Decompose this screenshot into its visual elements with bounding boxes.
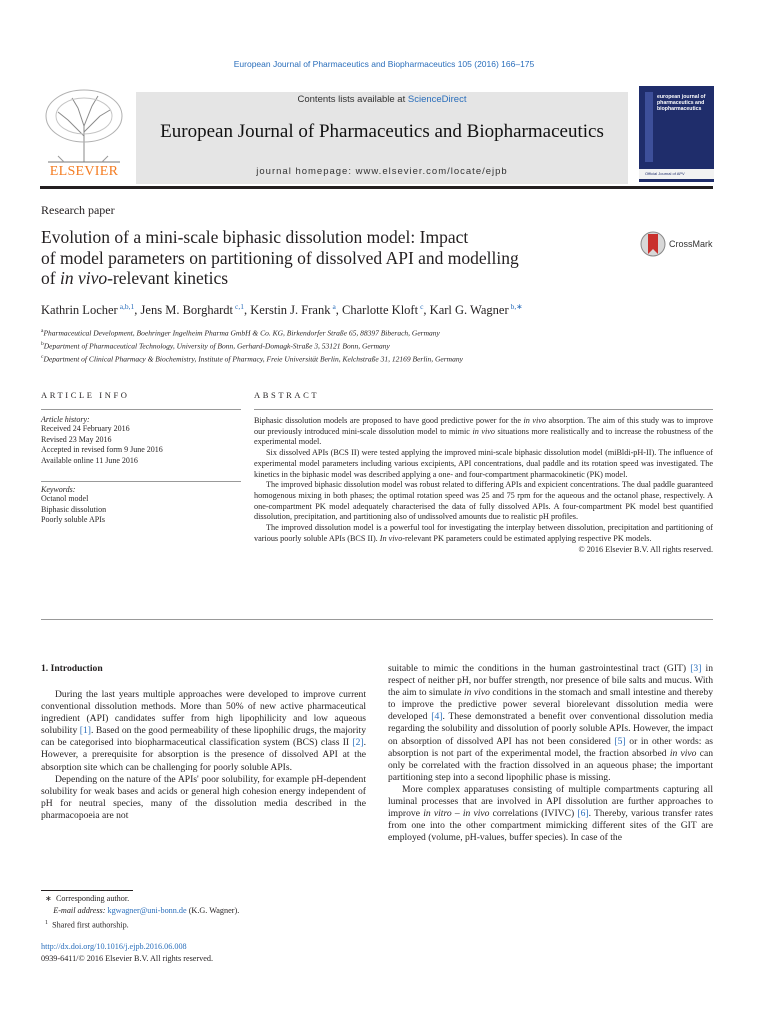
doi-block bbox=[41, 941, 361, 965]
abstract-paragraph-1: Biphasic dissolution models are proposed to have good predictive power for the in vivo absorption. The aim of this study was to improve our previously introduced mini-scale dissolution model to mimic in vivo situations more realistically and to increase the robustness of the experimental model. bbox=[254, 416, 713, 447]
history-item: Received 24 February 2016 bbox=[41, 424, 130, 433]
author-separator: , bbox=[244, 303, 251, 318]
intro-paragraph-2: Depending on the nature of the APIs' poor solubility, for example pH-dependent solubility for weak bases and acids or general high cohesion energy independent of pH for neutral species, many of the dissolution media described in the pharmacopoeia are not bbox=[41, 773, 366, 821]
affiliation-text: Department of Pharmaceutical Technology, University of Bonn, Gerhard-Domagk-Straße 3, 53121 Bonn, Germany bbox=[43, 341, 390, 351]
affiliation-item bbox=[41, 352, 463, 365]
abstract-body bbox=[254, 416, 713, 556]
ref-5-link[interactable]: [5] bbox=[614, 735, 626, 747]
affiliation-text: Department of Clinical Pharmacy & Biochemistry, Institute of Pharmacy, Freie Universität Berlin, Kelchstraße 31, 12169 Berlin, Germany bbox=[43, 354, 463, 364]
footnotes bbox=[45, 893, 365, 932]
cover-stripe bbox=[645, 92, 653, 162]
author-separator: , bbox=[335, 303, 343, 318]
affiliation-list bbox=[41, 326, 463, 365]
doi-link[interactable]: http://dx.doi.org/10.1016/j.ejpb.2016.06.008 bbox=[41, 942, 187, 951]
author-affiliation-mark[interactable]: a bbox=[332, 302, 336, 311]
ref-1-link[interactable]: [1] bbox=[79, 725, 91, 737]
author-name: Kerstin J. Frank bbox=[250, 303, 331, 318]
history-item: Available online 11 June 2016 bbox=[41, 456, 138, 466]
intro-paragraph-1: During the last years multiple approaches were developed to improve current conventional dissolution methods. More than 50% of new active pharmaceutical ingredient (API) candidates suffer from high lipophilicity and low aqueous solubility [1]. Based on the good permeability of these lipophilic drugs, the majority can be categorised into biopharmaceutical classification system (BCS) class II [2]. However, a prerequisite for absorption is the presence of dissolved API at the absorption site which can be challenging for poorly soluble APIs. bbox=[41, 689, 366, 773]
title-line-1: Evolution of a mini-scale biphasic dissolution model: Impact bbox=[41, 227, 469, 247]
affiliation-text: Pharmaceutical Development, Boehringer Ingelheim Pharma GmbH & Co. KG, Birkendorfer Straße 65, 88397 Biberach, Germany bbox=[43, 328, 440, 338]
ref-2-link[interactable]: [2] bbox=[352, 737, 364, 749]
abstract-copyright: © 2016 Elsevier B.V. All rights reserved. bbox=[578, 545, 713, 555]
abstract-paragraph-4: The improved dissolution model is a powerful tool for investigating the interplay between dissolution, precipitation and partitioning of various poorly soluble APIs (BCS II). In vivo-relevant PK parameters could be estimated applying respective PK models. bbox=[254, 523, 713, 543]
crossmark-icon bbox=[640, 230, 666, 258]
contents-line bbox=[136, 94, 628, 105]
abstract-paragraph-2: Six dissolved APIs (BCS II) were tested applying the improved mini-scale biphasic dissolution model (miBldi-pH-II). The influence of experimental model parameters including various excipients, API concentrations, dual paddle and its rotation speed was investigated. The kinetics in the biphasic model was described applying a one- and four-compartment pharmacokinetic (PK) model. bbox=[254, 448, 713, 479]
keywords-block bbox=[41, 485, 241, 526]
affiliation-mark: c bbox=[41, 354, 44, 360]
affiliation-mark: a bbox=[41, 328, 44, 334]
cover-title: european journal of pharmaceutics and biopharmaceutics bbox=[657, 94, 706, 112]
body-right-column bbox=[388, 663, 713, 844]
author-affiliation-mark[interactable]: a,b,1 bbox=[119, 302, 135, 311]
cover-footer bbox=[639, 169, 714, 179]
history-item: Revised 23 May 2016 bbox=[41, 434, 112, 444]
keyword-item[interactable]: Biphasic dissolution bbox=[41, 504, 107, 514]
issn-line: 0939-6411/© 2016 Elsevier B.V. All rights reserved. bbox=[41, 954, 213, 963]
history-label: Article history: bbox=[41, 415, 90, 424]
keywords-label: Keywords: bbox=[41, 485, 76, 494]
affiliation-item bbox=[41, 339, 463, 352]
author-name: Kathrin Locher bbox=[41, 303, 118, 318]
publisher-name: ELSEVIER bbox=[49, 164, 119, 179]
title-line-3-italic: in vivo bbox=[59, 268, 108, 289]
ref-3-link[interactable]: [3] bbox=[690, 663, 702, 674]
header-rule bbox=[40, 186, 713, 189]
author-separator: , bbox=[423, 303, 430, 318]
footnote-rule bbox=[41, 890, 133, 891]
article-title bbox=[41, 227, 631, 289]
article-info-heading: ARTICLE INFO bbox=[41, 390, 130, 400]
journal-cover-thumbnail[interactable] bbox=[639, 86, 714, 182]
author-name: Karl G. Wagner bbox=[429, 303, 509, 318]
ref-4-link[interactable]: [4] bbox=[431, 711, 443, 723]
intro-paragraph-4: More complex apparatuses consisting of multiple compartments capturing all luminal processes that are involved in API dissolution are further approaches to improve in vitro – in vivo correlations (IVIVC) [6]. Thereby, various transfer rates from one into the other compartment mimicking different sites of the GIT are employed (volume, pH-values, buffer species). In case of the bbox=[388, 783, 714, 844]
body-left-column bbox=[41, 689, 366, 822]
keyword-list bbox=[41, 494, 241, 526]
email-link[interactable]: kgwagner@uni-bonn.de bbox=[107, 906, 187, 915]
history-list bbox=[41, 424, 241, 467]
author-affiliation-mark[interactable]: b,∗ bbox=[510, 302, 523, 311]
title-line-3-post: -relevant kinetics bbox=[107, 268, 229, 289]
affiliation-item bbox=[41, 326, 463, 339]
footnote-shared: $^1$ Shared first authorship. bbox=[45, 920, 129, 930]
abstract-paragraph-3: The improved biphasic dissolution model was robust related to differing APIs and expicient concentrations. The dual paddle guaranteed homogenous mixing in both phases; the optimal rotation speed was 25 and 75 rpm for the aqueous and the octanol phase, respectively. A one-compartment PK model adequately characterised the data of fully dissolved APIs. A four-compartment PK model best quantified dissolution, precipitation, and partitioning also of undissolved amounts due to realistic pH profiles. bbox=[254, 480, 713, 522]
author-list bbox=[41, 302, 523, 318]
footnote-corresponding: ∗ Corresponding author. bbox=[45, 894, 130, 903]
author-affiliation-mark[interactable]: c bbox=[420, 302, 424, 311]
title-line-3-pre: of bbox=[41, 268, 60, 289]
author-affiliation-mark[interactable]: c,1 bbox=[235, 302, 244, 311]
keywords-rule bbox=[41, 481, 241, 482]
article-info-rule bbox=[41, 409, 241, 410]
abstract-heading: ABSTRACT bbox=[254, 390, 320, 400]
title-line-3 bbox=[41, 268, 631, 289]
article-type: Research paper bbox=[41, 203, 115, 217]
contents-prefix: Contents lists available at bbox=[297, 94, 408, 105]
history-item: Accepted in revised form 9 June 2016 bbox=[41, 445, 163, 455]
sciencedirect-link[interactable]: ScienceDirect bbox=[407, 94, 467, 105]
affiliation-mark: b bbox=[41, 341, 44, 347]
article-history bbox=[41, 415, 241, 467]
author-name: Jens M. Borghardt bbox=[140, 303, 234, 318]
journal-homepage[interactable]: journal homepage: www.elsevier.com/locate/ejpb bbox=[256, 166, 508, 177]
abstract-rule bbox=[254, 409, 713, 410]
author-separator: , bbox=[134, 303, 141, 318]
title-line-2: of model parameters on partitioning of dissolved API and modelling bbox=[41, 247, 519, 268]
journal-title: European Journal of Pharmaceutics and Biopharmaceutics bbox=[160, 121, 604, 142]
keyword-item[interactable]: Octanol model bbox=[41, 494, 89, 503]
author-name: Charlotte Kloft bbox=[342, 303, 419, 318]
journal-citation[interactable]: European Journal of Pharmaceutics and Biopharmaceutics 105 (2016) 166–175 bbox=[233, 59, 535, 69]
ref-6-link[interactable]: [6] bbox=[577, 808, 589, 820]
cover-footer-text: Official Journal of APV bbox=[645, 171, 685, 176]
section-heading-introduction: 1. Introduction bbox=[41, 663, 103, 674]
keyword-item[interactable]: Poorly soluble APIs bbox=[41, 515, 106, 525]
intro-paragraph-3: suitable to mimic the conditions in the human gastrointestinal tract (GIT) [3] in respect of neither pH, nor buffer strength, nor presence of bile salts and mucus. With the aim to simulate in vivo conditions in the stomach and small intestine and thereby to improve the predictive power several biorelevant dissolution media were developed [4]. These demonstrated a benefit over conventional dissolution media regarding the solubility and dissolution of poorly soluble APIs. However, the impact on absorption of dissolved API has not been considered [5] or in other words: as absorption is not part of the experimental model, the fraction absorbed in vivo can only be correlated with the fraction dissolved in an aqueous phase; the important partitioning step into a second lipophilic phase is missing. bbox=[388, 663, 714, 783]
crossmark-label: CrossMark bbox=[669, 239, 713, 249]
footnote-email: E-mail address: kgwagner@uni-bonn.de (K.G. Wagner). bbox=[53, 906, 240, 915]
abstract-bottom-rule bbox=[41, 619, 713, 620]
